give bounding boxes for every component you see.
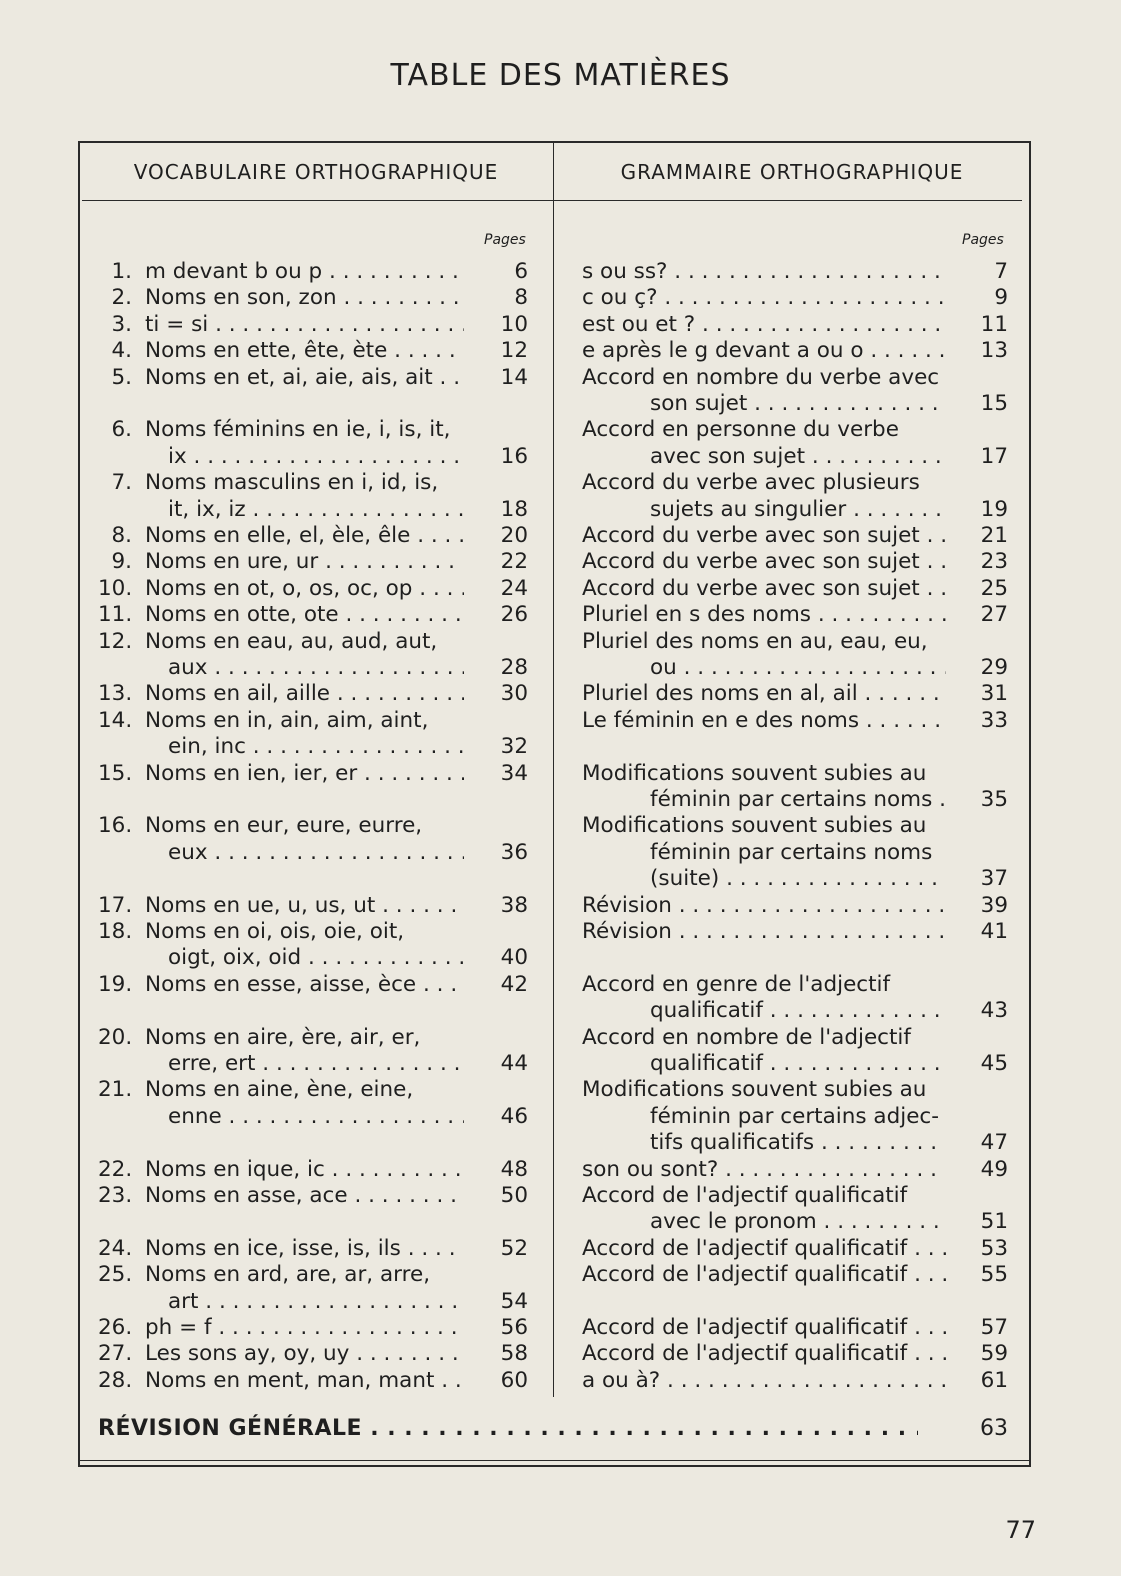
- left-entry-text[interactable]: Noms en aire, ère, air, er,: [145, 1024, 421, 1050]
- left-entry-text[interactable]: Noms en in, ain, aim, aint,: [145, 707, 429, 733]
- left-entry-text[interactable]: Noms en eau, au, aud, aut,: [145, 628, 438, 654]
- right-entry-text[interactable]: Révision . . .: [582, 892, 946, 919]
- right-entry-text[interactable]: féminin par certains noms . . .: [650, 786, 946, 813]
- right-entry-text[interactable]: Pluriel en s des noms . . .: [582, 601, 946, 628]
- right-entry-page: 41: [980, 919, 1008, 944]
- left-entry-page: 46: [500, 1103, 528, 1129]
- left-entry-text[interactable]: Noms en aine, ène, eine,: [145, 1077, 414, 1103]
- right-entry-page: 25: [980, 575, 1008, 601]
- general-revision-page: 63: [980, 1416, 1008, 1441]
- entry-number: 1.: [111, 259, 132, 284]
- entry-number: 19.: [98, 971, 133, 997]
- right-entry-page: 37: [980, 866, 1008, 892]
- left-entry-page: 36: [500, 839, 528, 865]
- entry-number: 17.: [98, 892, 133, 918]
- entry-number: 9.: [111, 549, 132, 575]
- entry-number: 11.: [98, 602, 133, 628]
- left-entry-text[interactable]: m devant b ou p . . .: [145, 258, 464, 285]
- right-entry-page: 35: [980, 787, 1008, 812]
- frame-inner-rule: [80, 1460, 1029, 1461]
- right-entry-page: 17: [980, 443, 1008, 469]
- right-entry-page: 39: [980, 892, 1008, 918]
- right-entry-text[interactable]: ou . . .: [650, 654, 946, 681]
- left-entry-page: 34: [500, 760, 528, 786]
- left-entry-page: 50: [500, 1183, 528, 1208]
- right-entry-page: 45: [980, 1051, 1008, 1076]
- right-entry-text[interactable]: qualificatif . . .: [650, 997, 946, 1024]
- left-entry-text[interactable]: Noms en ure, ur . . .: [145, 548, 464, 575]
- left-entry-text[interactable]: Noms en ot, o, os, oc, op . . .: [145, 575, 464, 602]
- right-entry-page: 51: [980, 1209, 1008, 1235]
- entry-number: 10.: [98, 575, 133, 601]
- left-entry-page: 18: [500, 496, 528, 522]
- right-entry-text[interactable]: tifs qualificatifs . . .: [650, 1129, 946, 1156]
- entry-number: 16.: [98, 813, 133, 839]
- entry-number: 15.: [98, 760, 133, 786]
- left-entry-page: 30: [500, 681, 528, 707]
- entry-number: 28.: [98, 1367, 133, 1393]
- column-divider: [553, 143, 554, 1397]
- right-entry-page: 9: [994, 285, 1008, 311]
- left-entry-text[interactable]: Noms en son, zon . . .: [145, 284, 464, 311]
- entry-number: 12.: [98, 628, 133, 654]
- left-entry-text[interactable]: aux . . .: [168, 654, 464, 681]
- right-entry-text[interactable]: Accord du verbe avec son sujet . . .: [582, 548, 946, 575]
- left-entry-text[interactable]: art . . .: [168, 1288, 464, 1315]
- left-entry-page: 14: [500, 364, 528, 390]
- right-entry-page: 49: [980, 1156, 1008, 1182]
- entry-number: 24.: [98, 1235, 133, 1261]
- entry-number: 2.: [111, 285, 132, 311]
- right-column-header: GRAMMAIRE ORTHOGRAPHIQUE: [620, 160, 964, 184]
- right-entry-text[interactable]: sujets au singulier . . .: [650, 496, 946, 523]
- left-entry-page: 48: [500, 1156, 528, 1182]
- left-entry-page: 56: [500, 1315, 528, 1340]
- left-entry-page: 12: [500, 338, 528, 364]
- left-entry-text[interactable]: eux . . .: [168, 839, 464, 866]
- entry-number: 5.: [111, 364, 132, 390]
- left-entry-page: 10: [500, 311, 528, 337]
- left-entry-text[interactable]: Noms en oi, ois, oie, oit,: [145, 919, 405, 944]
- header-rule: [82, 200, 1022, 201]
- left-entry-page: 52: [500, 1235, 528, 1261]
- right-entry-page: 43: [980, 998, 1008, 1024]
- entry-number: 21.: [98, 1077, 133, 1103]
- right-entry-page: 55: [980, 1262, 1008, 1288]
- right-entry-page: 19: [980, 496, 1008, 522]
- left-entry-text[interactable]: Noms masculins en i, id, is,: [145, 470, 439, 496]
- entry-number: 3.: [111, 311, 132, 337]
- left-entry-text[interactable]: Noms en ique, ic . . .: [145, 1156, 464, 1183]
- right-entry-text[interactable]: Accord de l'adjectif qualificatif . . .: [582, 1340, 946, 1367]
- right-entry-page: 61: [980, 1367, 1008, 1393]
- entry-number: 8.: [111, 523, 132, 548]
- left-entry-text[interactable]: Noms en ard, are, ar, arre,: [145, 1262, 431, 1288]
- left-entry-text[interactable]: Noms en ien, ier, er . . .: [145, 760, 464, 787]
- left-entry-page: 20: [500, 523, 528, 548]
- left-entry-text[interactable]: Noms en elle, el, èle, êle . . .: [145, 522, 464, 549]
- right-entry-text[interactable]: Accord de l'adjectif qualificatif . . .: [582, 1235, 946, 1262]
- right-entry-text[interactable]: son sujet . . .: [650, 390, 946, 417]
- right-entry-text[interactable]: avec le pronom . . .: [650, 1208, 946, 1235]
- left-entry-page: 28: [500, 655, 528, 680]
- right-entry-text[interactable]: Révision . . .: [582, 918, 946, 945]
- right-entry-page: 7: [994, 259, 1008, 284]
- right-entry-page: 13: [980, 338, 1008, 364]
- entry-number: 7.: [111, 470, 132, 496]
- right-entry-text[interactable]: Accord de l'adjectif qualificatif: [582, 1183, 908, 1208]
- right-entry-text[interactable]: Accord du verbe avec son sujet . . .: [582, 575, 946, 602]
- right-entry-text[interactable]: c ou ç? . . .: [582, 284, 946, 311]
- right-entry-text[interactable]: Modifications souvent subies au: [582, 1077, 927, 1103]
- left-entry-text[interactable]: Noms en ment, man, mant . . .: [145, 1367, 464, 1394]
- right-entry-text[interactable]: féminin par certains adjec-: [650, 1103, 940, 1129]
- right-pages-label: Pages: [962, 232, 1004, 248]
- right-entry-text[interactable]: s ou ss? . . .: [582, 258, 946, 285]
- right-entry-page: 31: [980, 681, 1008, 707]
- left-entry-text[interactable]: Noms en ue, u, us, ut . . .: [145, 892, 464, 919]
- right-entry-text[interactable]: Pluriel des noms en au, eau, eu,: [582, 628, 928, 654]
- page-number: 77: [1005, 1516, 1036, 1544]
- general-revision-label[interactable]: RÉVISION GÉNÉRALE . . .: [98, 1414, 918, 1444]
- left-entry-page: 16: [500, 443, 528, 469]
- right-entry-text[interactable]: Accord en nombre du verbe avec: [582, 364, 940, 390]
- left-entry-text[interactable]: Noms en esse, aisse, èce . . .: [145, 971, 464, 998]
- right-entry-text[interactable]: e après le g devant a ou o . . .: [582, 337, 946, 364]
- right-entry-text[interactable]: avec son sujet . . .: [650, 443, 946, 470]
- right-entry-text[interactable]: Accord de l'adjectif qualificatif . . .: [582, 1261, 946, 1288]
- left-entry-text[interactable]: Les sons ay, oy, uy . . .: [145, 1340, 464, 1367]
- entry-number: 6.: [111, 417, 132, 443]
- left-entry-text[interactable]: it, ix, iz . . .: [168, 496, 464, 523]
- right-entry-text[interactable]: Accord de l'adjectif qualificatif . . .: [582, 1314, 946, 1341]
- right-entry-text[interactable]: Accord en personne du verbe: [582, 417, 899, 443]
- left-entry-page: 6: [514, 259, 528, 284]
- left-entry-page: 54: [500, 1288, 528, 1314]
- left-entry-text[interactable]: oigt, oix, oid . . .: [168, 944, 464, 971]
- entry-number: 13.: [98, 681, 133, 707]
- right-entry-text[interactable]: Modifications souvent subies au: [582, 760, 927, 786]
- right-entry-page: 23: [980, 549, 1008, 575]
- entry-number: 14.: [98, 707, 133, 733]
- left-entry-text[interactable]: Noms en et, ai, aie, ais, ait . . .: [145, 364, 464, 391]
- right-entry-page: 15: [980, 391, 1008, 416]
- entry-number: 20.: [98, 1024, 133, 1050]
- left-entry-page: 32: [500, 734, 528, 760]
- left-entry-text[interactable]: enne . . .: [168, 1103, 464, 1130]
- left-entry-text[interactable]: Noms féminins en ie, i, is, it,: [145, 417, 451, 443]
- entry-number: 23.: [98, 1183, 133, 1208]
- right-entry-text[interactable]: qualificatif . . .: [650, 1050, 946, 1077]
- left-entry-text[interactable]: ix . . .: [168, 443, 464, 470]
- entry-number: 27.: [98, 1341, 133, 1367]
- left-entry-page: 40: [500, 945, 528, 971]
- left-entry-page: 58: [500, 1341, 528, 1367]
- right-entry-page: 11: [980, 311, 1008, 337]
- left-entry-page: 8: [514, 285, 528, 311]
- right-entry-text[interactable]: est ou et ? . . .: [582, 311, 946, 338]
- left-entry-text[interactable]: Noms en ette, ête, ète . . .: [145, 337, 464, 364]
- entry-number: 26.: [98, 1315, 133, 1340]
- left-entry-text[interactable]: Noms en eur, eure, eurre,: [145, 813, 423, 839]
- right-entry-text[interactable]: Accord du verbe avec son sujet . . .: [582, 522, 946, 549]
- right-entry-page: 57: [980, 1315, 1008, 1340]
- left-entry-text[interactable]: ti = si . . .: [145, 311, 464, 338]
- right-entry-page: 53: [980, 1235, 1008, 1261]
- left-entry-page: 26: [500, 602, 528, 628]
- left-entry-text[interactable]: Noms en otte, ote . . .: [145, 601, 464, 628]
- right-entry-text[interactable]: Modifications souvent subies au: [582, 813, 927, 839]
- right-entry-text[interactable]: Accord en genre de l'adjectif: [582, 971, 891, 997]
- right-entry-text[interactable]: Accord en nombre de l'adjectif: [582, 1024, 911, 1050]
- right-entry-page: 27: [980, 602, 1008, 628]
- right-entry-page: 47: [980, 1130, 1008, 1156]
- right-entry-text[interactable]: féminin par certains noms: [650, 839, 933, 865]
- left-entry-text[interactable]: Noms en ice, isse, is, ils . . .: [145, 1235, 464, 1262]
- left-entry-page: 42: [500, 971, 528, 997]
- left-entry-text[interactable]: Noms en asse, ace . . .: [145, 1182, 464, 1209]
- entry-number: 4.: [111, 338, 132, 364]
- right-entry-text[interactable]: Pluriel des noms en al, ail . . .: [582, 680, 946, 707]
- page-title: TABLE DES MATIÈRES: [390, 58, 731, 93]
- entry-number: 25.: [98, 1262, 133, 1288]
- left-entry-page: 60: [500, 1367, 528, 1393]
- left-entry-text[interactable]: Noms en ail, aille . . .: [145, 680, 464, 707]
- left-entry-text[interactable]: ph = f . . .: [145, 1314, 464, 1341]
- right-entry-page: 29: [980, 655, 1008, 680]
- left-entry-page: 24: [500, 575, 528, 601]
- right-entry-page: 21: [980, 523, 1008, 548]
- left-entry-text[interactable]: erre, ert . . .: [168, 1050, 464, 1077]
- right-entry-text[interactable]: (suite) . . .: [650, 865, 946, 892]
- right-entry-text[interactable]: Le féminin en e des noms . . .: [582, 707, 946, 734]
- right-entry-text[interactable]: son ou sont? . . .: [582, 1156, 946, 1183]
- right-entry-text[interactable]: a ou à? . . .: [582, 1367, 946, 1394]
- left-entry-page: 38: [500, 892, 528, 918]
- right-entry-text[interactable]: Accord du verbe avec plusieurs: [582, 470, 920, 496]
- right-entry-page: 33: [980, 707, 1008, 733]
- entry-number: 22.: [98, 1156, 133, 1182]
- left-entry-page: 44: [500, 1051, 528, 1076]
- left-pages-label: Pages: [484, 232, 526, 248]
- entry-number: 18.: [98, 919, 133, 944]
- right-entry-page: 59: [980, 1341, 1008, 1367]
- left-column-header: VOCABULAIRE ORTHOGRAPHIQUE: [133, 160, 499, 184]
- left-entry-text[interactable]: ein, inc . . .: [168, 733, 464, 760]
- left-entry-page: 22: [500, 549, 528, 575]
